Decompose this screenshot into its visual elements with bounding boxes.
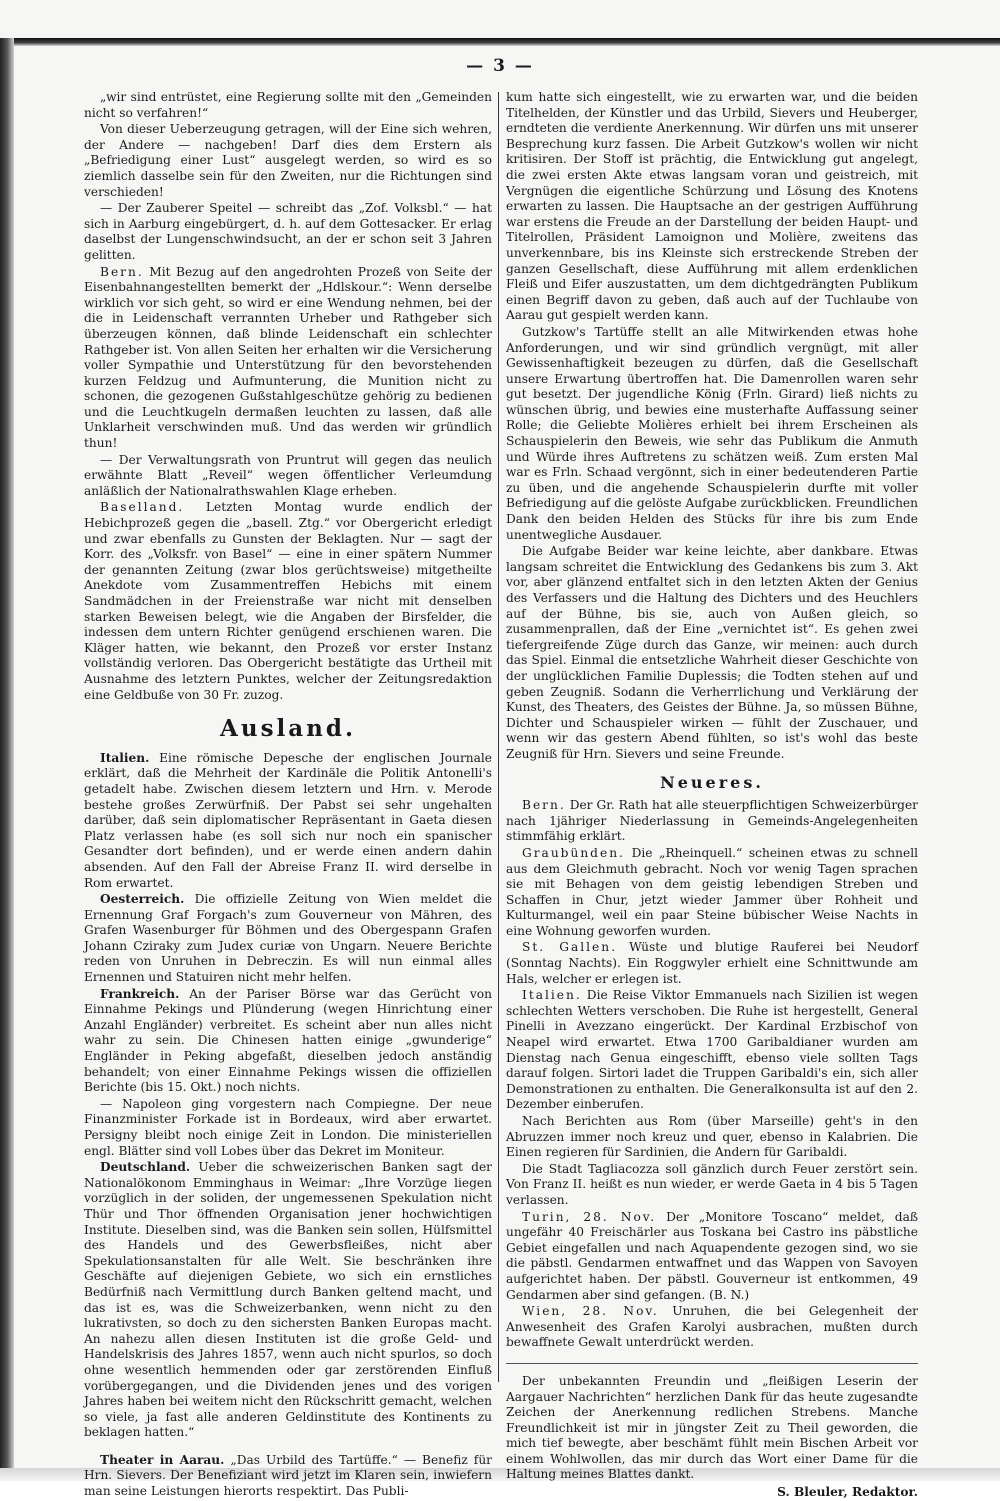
dateline: Bern. [100,264,144,279]
article-paragraph: Die Aufgabe Beider war keine leichte, aber dankbare. Etwas langsam schreitet die Entwicklung des Gedankens bis zum 3. Akt vor, aber glänzend entfaltet sich in den letzten Akten der Genius des Verfassers und die Haltung des Dichters und des Heuchlers auf der Bühne, bis sie, auch von Außen gleich, so zusammenprallen, daß der Eine „vernichtet ist“. Es gehen zwei tiefergreifende Züge durch das Ganze, wir meinen: auch durch das Spiel. Einmal die entsetzliche Wahrheit dieser Geschichte von der unglücklichen Familie Duplessis; die Todten stehen auf und geben Zeugniß. Sodann die Verherrlichung und Verklärung der Kunst, des Theaters, des Geistes der Bühne. Ja, so müssen Bühne, Dichter und Schauspieler wirken — fühlt der Zuschauer, und wenn wir das gestern Abend fühlten, so ist's wohl das beste Zeugniß für Hrn. Sievers und seine Freunde. [506,544,918,761]
dateline: St. Gallen. [522,940,617,955]
article-paragraph: — Napoleon ging vorgestern nach Compiegne. Der neue Finanzminister Forkade ist in Bordeaux, wird aber erwartet. Persigny bleibt noch einige Zeit in London. Die ministeriellen engl. Blätter sind voll Lobes über das Dekret im Moniteur. [84,1096,492,1158]
dateline: Baselland. [100,500,185,515]
article-text: Mit Bezug auf den angedrohten Prozeß von Seite der Eisenbahnangestellten bemerkt der „Hdlskour.“: Wenn derselbe wirklich vor sich geht, so wird er eine Wendung nehmen, bei der die in Leidenschaft verrannten Urheber und Rathgeber sich überzeugen können, daß blinde Leidenschaft ein schlechter Rathgeber ist. Von allen Seiten her erhalten wir die Versicherung voller Sympathie und Unterstützung für den bevorstehenden kurzen Feldzug und Aufmunterung, die Munition nicht zu schonen, die gezogenen Gußstahlgeschütze gehörig zu bedienen und die Leuchtkugeln dermaßen leuchten zu lassen, daß alle Unklarheit verschwinden muß. Und das werden wir gründlich thun! [84,264,492,451]
article-frankreich [84,987,492,1096]
news-text: Wüste und blutige Rauferei bei Neudorf (Sonntag Nachts). Ein Roggwyler erhielt eine Schnittwunde am Hals, welcher er erlegen ist. [506,940,918,986]
section-divider [506,1363,918,1364]
article-paragraph: Gutzkow's Tartüffe stellt an alle Mitwirkenden etwas hohe Anforderungen, und wir sind gründlich vergnügt, mit aller Gewissenhaftigkeit bezeugen zu dürfen, daß die Gesellschaft unsere Erwartung übertroffen hat. Die Damenrollen waren sehr gut besetzt. Der jugendliche König (Frln. Girard) ließ nichts zu wünschen übrig, und bewies eine musterhafte Auffassung seiner Rolle; die Geliebte Molières erhielt bei ihrem Erscheinen als Schauspielerin den Beweis, wie sehr das Publikum die Anmuth und Würde ihres Auftretens zu schätzen weiß. Zum ersten Mal war es Frln. Schaad vergönnt, sich in einer bedeutenderen Partie zu üben, und die angehende Schauspielerin durfte mit voller Befriedigung auf die gelöste Aufgabe zurückblicken. Freundlichen Dank den beiden Helden des Stücks für ihre bis zum Ende unentwegliche Ausdauer. [506,324,918,542]
article-baselland [84,500,492,703]
news-text: Die „Rheinquell.“ scheinen etwas zu schnell aus dem Gleichmuth gebracht. Noch vor wenig Tagen sprachen sie mit Behagen von dem geistig lebendigen Streben und Schaffen in Chur, jetzt wieder Jammer über Rohheit und Kulturmangel, weil ein paar Steine bübischer Weise Nachts in eine Wohnung geworfen wurden. [506,845,919,938]
right-column [506,90,918,1501]
article-paragraph: kum hatte sich eingestellt, wie zu erwarten war, und die beiden Titelhelden, der Künstler und das Urbild, Sievers und Heuberger, erndteten die verdiente Anerkennung. Wir dürfen uns mit unserer Besprechung kurz fassen. Die Arbeit Gutzkow's wollen wir nicht kritisiren. Der Stoff ist prächtig, die Entwicklung gut angelegt, die zwei ersten Akte etwas langsam voran und geistreich, mit Vergnügen die eigentliche Schürzung und Lösung des Knotens erwarten zu lassen. Die Hauptsache an der gestrigen Aufführung war erstens die Freude an der Darstellung der beiden Haupt- und Titelrollen, Präsident Lamoignon und Molière, zweitens das unverkennbare, bis ins Kleinste sich erstreckende Streben der ganzen Gesellschaft, diese Aufführung mit allem erdenklichen Fleiß und Eifer auszustatten, um dem dichtgedrängten Publikum einen Begriff davon zu geben, daß auch auf der Tuchlaube von Aarau gut gespielt werden kann. [506,90,918,323]
news-text: Unruhen, die bei Gelegenheit der Anwesenheit des Grafen Karolyi ausbrachen, mußten durch bewaffnete Gewalt unterdrückt werden. [506,1304,918,1350]
article-text: An der Pariser Börse war das Gerücht von Einnahme Pekings und Plünderung (wegen Hinrichtung einer Anzahl Engländer) verbreitet. Es scheint aber nun alles nicht wahr zu sein. Die Chinesen hatten einige „gwunderige“ Engländer in Peking abgefaßt, dieselben jedoch anständig behandelt; von einer Einnahme Pekings wissen die offiziellen Berichte (bis 15. Okt.) noch nichts. [84,986,492,1095]
country-heading: Deutschland. [100,1160,191,1175]
article-text: Ueber die schweizerischen Banken sagt der Nationalökonom Emminghaus in Weimar: „Ihre Vorzüge liegen vorzüglich in der soliden, der ungemessenen Spekulation nicht Thür und Thor öffnenden Organisation jener hochwichtigen Institute. Dieselben sind, was die Banken sein sollen, Hülfsmittel des Handels und des Gewerbsfleißes, nicht aber Spekulationsanstalten für alle Welt. Sie beschränken ihre Geschäfte auf diejenigen Gebiete, wo sich ein ernstliches Bedürfniß nach Vermittlung durch Banken geltend macht, und das ist es, was die Schweizerbanken, wenn nicht zu den lukrativsten, so doch zu den sichersten Banken Europas macht. An nahezu allen diesen Instituten ist die große Geld- und Handelskrisis des Jahres 1857, wenn auch nicht spurlos, so doch ohne wesentlich hemmenden oder gar zerstörenden Einfluß vorübergegangen, und die Dividenden jenes und des vorigen Jahres haben bei weitem nicht den Rückschritt gemacht, welchen so viele, ja fast alle anderen Geldinstitute des Kontinents zu beklagen hatten.“ [84,1160,492,1440]
dateline: Wien, 28. Nov. [522,1304,659,1319]
news-paragraph: Die Stadt Tagliacozza soll gänzlich durch Feuer zerstört sein. Von Franz II. heißt es nun wieder, er werde Gaeta in 4 bis 5 Tagen verlassen. [506,1161,918,1207]
news-italien [506,988,918,1113]
news-graubuenden [506,846,918,940]
column-divider [498,92,499,1382]
scan-binding-shadow [0,38,14,1481]
article-text: Eine römische Depesche der englischen Journale erklärt, daß die Mehrheit der Kardinäle die Politik Antonelli's getadelt habe. Zwischen diesem letztern und Hrn. v. Merode bestehe großes Zerwürfniß. Der Pabst sei sehr ungehalten darüber, daß sein diplomatischer Repräsentant in Gaeta diesen Platz verlassen habe (es soll sich nur noch ein spanischer Gesandter dort befinden), und er werde einen andern dahin absenden. Auf den Fall der Abreise Franz II. wird derselbe in Rom erwartet. [84,750,492,890]
article-paragraph: „wir sind entrüstet, eine Regierung sollte mit den „Gemeinden nicht so verfahren!“ [84,90,492,120]
dateline: Italien. [522,988,582,1003]
editor-signature: S. Bleuler, Redaktor. [777,1485,918,1500]
news-stgallen [506,940,918,987]
article-paragraph: Von dieser Ueberzeugung getragen, will der Eine sich wehren, der Andere — nachgeben! Darf dies dem Erstern als „Befriedigung einer Lust“ ausgelegt werden, so wird es so ziemlich dasselbe sein für den Zweiten, nur die Richtungen sind verschieden! [84,122,492,199]
article-oesterreich [84,892,492,986]
section-title-neueres: Neueres. [660,772,764,792]
news-wien [506,1304,918,1351]
left-column [84,90,492,1501]
news-paragraph: Nach Berichten aus Rom (über Marseille) geht's in den Abruzzen immer noch kreuz und quer, ebenso in Kalabrien. Die Einen regieren für Sardinien, die Andern für Garibaldi. [506,1114,918,1160]
news-text: Der Gr. Rath hat alle steuerpflichtigen Schweizerbürger nach 1jähriger Niederlassung in Gemeinds-Angelegenheiten stimmfähig erklärt. [506,798,918,844]
dateline: Turin, 28. Nov. [522,1209,657,1224]
article-paragraph: — Der Verwaltungsrath von Pruntrut will gegen das neulich erwähnte Blatt „Reveil“ wegen öffentlicher Verleumdung anläßlich der Nationalrathswahlen Klage erheben. [84,452,492,498]
article-bern [84,265,492,452]
scan-top-edge [0,38,1000,46]
source-attribution: (B. N.) [709,1287,750,1302]
dateline: Bern. [522,798,566,813]
country-heading: Frankreich. [100,986,180,1001]
page-number: — 3 — [466,56,534,76]
country-heading: Italien. [100,750,150,765]
article-italien [84,751,492,891]
article-paragraph: — Der Zauberer Speitel — schreibt das „Zof. Volksbl.“ — hat sich in Aarburg eingebürgert, d. h. auf dem Gottesacker. Er erlag daselbst der Lungenschwindsucht, an der er schon seit 3 Jahren gelitten. [84,201,492,262]
news-text: Der „Monitore Toscano“ meldet, daß ungefähr 40 Freischärler aus Toskana bei Castro ins päbstliche Gebiet eingefallen und nach Aquapendente gezogen sind, wo sie die päbstl. Gendarmen entwaffnet und das Wappen von Savoyen aufgerichtet haben. Der päbstl. Gouverneur ist entkommen, 49 Gendarmen aber sind gefangen. [506,1209,919,1302]
article-heading: Theater in Aarau. [100,1452,225,1467]
news-text: Die Reise Viktor Emmanuels nach Sizilien ist wegen schlechten Wetters verschoben. Die Ruhe ist hergestellt, General Pinelli in Avezzano eingerückt. Der Kardinal Erzbischof von Neapel wird erwartet. Etwa 1700 Garibaldianer wurden am Dienstag nach Genua eingeschifft, ebenso viele sollten Tags darauf folgen. Sirtori ladet die Truppen Garibaldi's ein, sich aller Demonstrationen zu enthalten. Die Generalkonsulta ist auf den 2. Dezember einberufen. [506,988,919,1112]
article-text: Letzten Montag wurde endlich der Hebichprozeß gegen die „basell. Ztg.“ vor Obergericht erledigt und zwar ebenfalls zu Gunsten der Beklagten. Nur — sagt der Korr. des „Volksfr. von Basel“ — eine in einer spätern Nummer der genannten Zeitung (zwar blos gerüchtsweise) mitgetheilte Anekdote vom Zusammentreffen Hebichs mit einem Sandmädchen in der Freienstraße war nicht mit denselben starken Beweisen belegt, wie die Angaben der Birsfelder, die indessen dem untern Richter genügend erschienen waren. Die Kläger hatten, wie bekannt, den Prozeß vor erster Instanz vollständig verloren. Das Obergericht bestätigte das Urtheil mit Ausnahme des letztern Punktes, welcher der Zeitungsredaktion eine Geldbuße von 30 Fr. zuzog. [84,500,492,702]
article-text: Die offizielle Zeitung von Wien meldet die Ernennung Graf Forgach's zum Gouverneur von Mähren, des Grafen Wasenburger für Böhmen und des Obergespann Grafen Johann Cziraky zum Judex curiæ von Ungarn. Neuere Berichte reden von Unruhen in Debreczin. Es will nun einmal alles Ernennen und Statuiren nicht mehr helfen. [84,892,493,985]
article-theater [84,1453,492,1500]
thank-you-note: Der unbekannten Freundin und „fleißigen Leserin der Aargauer Nachrichten“ herzlichen Dank für das heute zugesandte Zeichen der Anerkennung redlichen Strebens. Manche Freundlichkeit ist mir in jüngster Zeit zu Theil geworden, die mich tief bewegte, aber beschämt fühlt mein Bischen Arbeit vor einem Wohlwollen, das mir durch das Wort einer Dame für die Haltung meines Blattes dankt. [506,1373,918,1482]
dateline: Graubünden. [522,845,625,860]
article-deutschland [84,1160,492,1441]
news-turin [506,1210,918,1304]
country-heading: Oesterreich. [100,892,185,907]
article-text: „Das Urbild des Tartüffe.“ — Benefiz für Hrn. Sievers. Der Benefiziant wird jetzt im Klaren sein, inwiefern man seine Leistungen hierorts respektirt. Das Publi- [84,1452,492,1499]
news-bern [506,798,918,845]
section-title-ausland: Ausland. [220,715,356,743]
